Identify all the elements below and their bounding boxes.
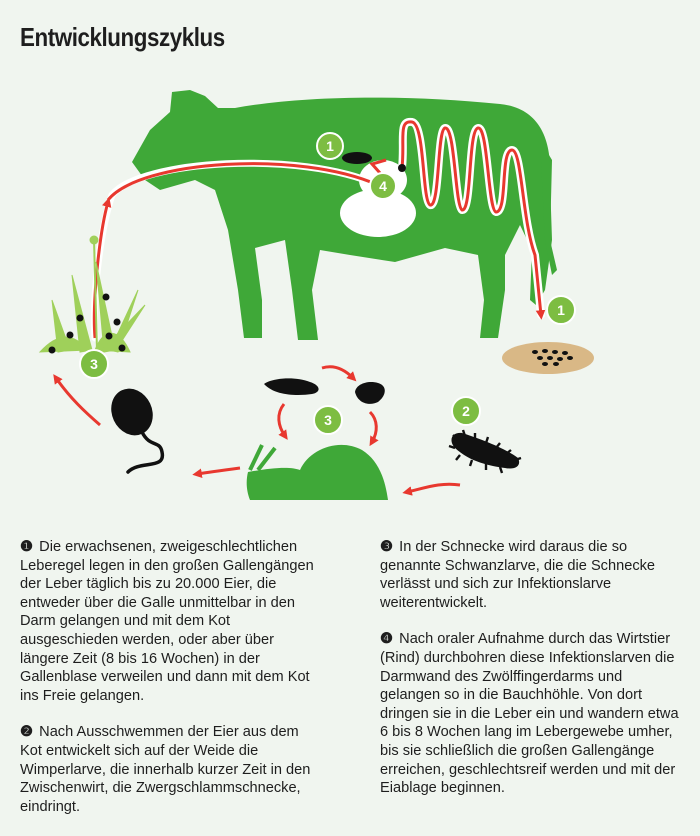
step-badge-2 (452, 397, 480, 425)
sporocyst-larva-icon (355, 382, 385, 404)
paragraph-step-4 (380, 630, 680, 797)
paragraph-text: In der Schnecke wird daraus die so genannte Schwanzlarve, die die Schnecke verlässt und sich zur Infektionslarve weiterentwickelt. (380, 539, 656, 611)
step-badge-4 (370, 173, 396, 199)
cercaria-larva-icon (104, 382, 163, 472)
svg-text:3: 3 (90, 356, 98, 372)
paragraph-text: Die erwachsenen, zweigeschlechtlichen Leberegel legen in den großen Gallengängen der Leber täglich bis zu 20.000 Eier, die entweder über die Galle unmittelbar in den Darm gelangen und mit dem Kot ausgeschieden werden, oder aber über längere Zeit (8 bis 16 Wochen) in der Gallenblase verweilen und dann mit dem Kot ins Freie gelangen. (20, 539, 314, 704)
paragraph-step-1 (20, 538, 320, 705)
adult-fluke-icon (342, 152, 372, 164)
paragraph-step-3 (380, 538, 680, 612)
svg-text:1: 1 (326, 138, 334, 154)
paragraph-number: ❸ (380, 539, 394, 555)
paragraph-number: ❹ (380, 631, 394, 648)
redia-larva-icon (264, 378, 319, 395)
description-column-left (20, 538, 320, 834)
snail-icon (247, 445, 388, 500)
page-title: Entwicklungszyklus (20, 22, 225, 52)
step-badge-3-grass (80, 350, 108, 378)
paragraph-text: Nach oraler Aufnahme durch das Wirtstier (Rind) durchbohren diese Infektionslarven die Darmwand des Zwölffingerdarms und gelangen so in die Bauchhöhle. Von dort dringen sie in die Leber ein und wandern etwa 6 bis 8 Wochen lang im Lebergewebe umher, bis sie schließlich die großen Gallengänge erreichen, geschlechtsreif werden und mit der Eiablage beginnen. (380, 631, 679, 797)
paragraph-step-2 (20, 723, 320, 816)
svg-text:3: 3 (324, 412, 332, 428)
svg-text:4: 4 (379, 178, 387, 194)
paragraph-number: ❶ (20, 539, 34, 555)
dung-eggs-icon (502, 342, 594, 374)
svg-text:1: 1 (557, 302, 565, 318)
svg-text:2: 2 (462, 403, 470, 419)
description-columns (20, 538, 680, 834)
step-badge-3-snail (314, 406, 342, 434)
paragraph-number: ❷ (20, 724, 34, 741)
step-badge-1-cow (317, 133, 343, 159)
step-badge-1-dung (547, 296, 575, 324)
description-column-right (380, 538, 680, 834)
paragraph-text: Nach Ausschwemmen der Eier aus dem Kot entwickelt sich auf der Weide die Wimperlarve, die innerhalb kurzer Zeit in den Zwischenwirt, die Zwergschlammschnecke, eindringt. (20, 724, 311, 815)
miracidium-larva-icon (449, 430, 521, 473)
